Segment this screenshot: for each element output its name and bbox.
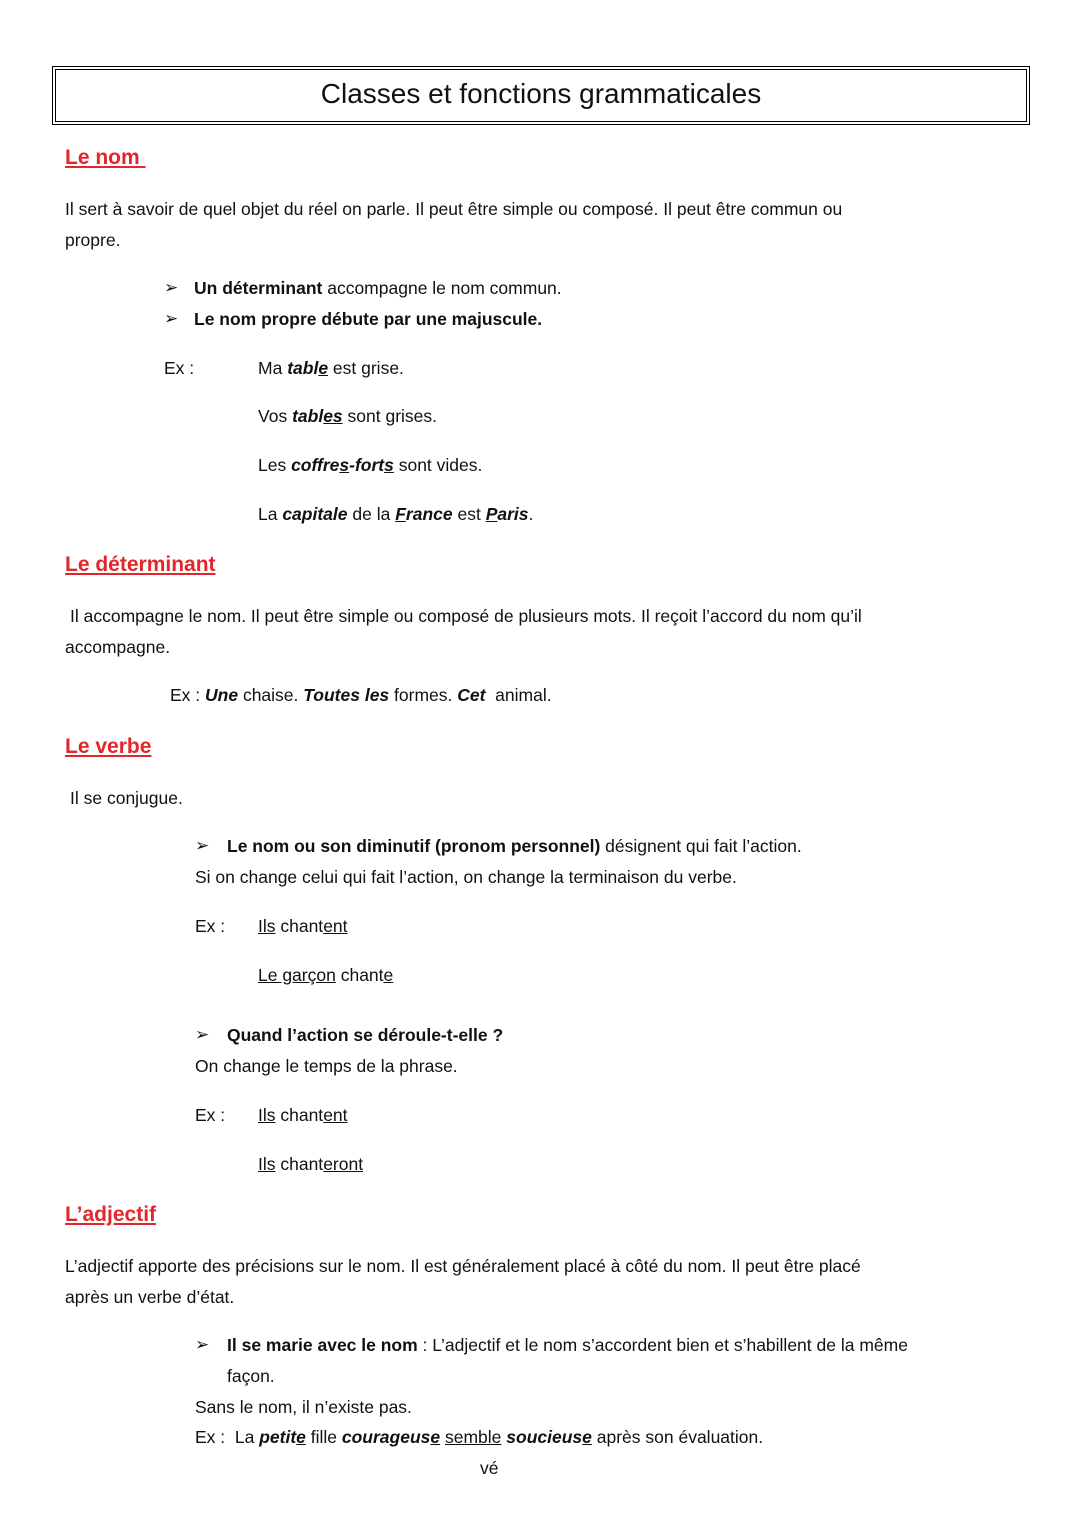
text-segment: e [582,1427,592,1447]
text-segment: tabl [292,406,324,426]
example-line [258,502,533,526]
example-line [258,1103,348,1127]
heading-le-nom: Le nom [65,146,146,169]
example-line [258,356,404,380]
text-segment: sont vides. [393,455,483,475]
text-segment: P [485,504,498,524]
text-segment: chant [335,965,384,985]
bullet-text [227,834,802,858]
example-line [195,1425,763,1449]
text-segment: formes. [389,685,458,705]
text-segment: capitale [282,504,348,524]
text-segment: Une [205,685,239,705]
text-segment: désignent qui fait l’action. [600,836,802,856]
example-line [170,683,552,707]
text-segment: chant [275,1154,324,1174]
text-segment: petit [259,1427,297,1447]
text-segment: soucieus [506,1427,583,1447]
example-line [258,453,482,477]
text-segment: Il se conjugue. [70,788,183,808]
example-label [164,356,194,380]
paragraph-line [65,1285,234,1309]
text-segment: Ex : [195,1105,226,1125]
text-segment: : L’adjectif et le nom s’accordent bien et s’habillent de la même [417,1335,908,1355]
arrowhead-bullet-icon: ➢ [195,1335,210,1354]
text-segment: Le garçon [258,965,336,985]
paragraph-line [195,1395,412,1419]
text-segment: chaise. [238,685,304,705]
text-segment: courageus [341,1427,431,1447]
text-segment: Il se marie avec le nom [227,1335,418,1355]
text-segment: La [258,504,283,524]
example-line [258,963,393,987]
bullet-text [194,276,562,300]
text-segment: Cet [457,685,486,705]
text-segment: propre. [65,230,121,250]
text-segment: Le nom ou son diminutif (pronom personnel) [227,836,601,856]
text-segment: Sans le nom, il n’existe pas. [195,1397,412,1417]
paragraph-line [65,228,120,252]
text-segment: Quand l’action se déroule-t-elle ? [227,1025,504,1045]
text-segment: rance [405,504,453,524]
text-segment: On change le temps de la phrase. [195,1056,458,1076]
arrowhead-bullet-icon: ➢ [195,836,210,855]
text-segment: façon. [227,1366,275,1386]
text-segment: Ma [258,358,288,378]
example-label [195,1103,225,1127]
text-segment: Un déterminant [194,278,323,298]
text-segment: es [323,406,343,426]
arrowhead-bullet-icon: ➢ [195,1025,210,1044]
text-segment: L’adjectif apporte des précisions sur le nom. Il est généralement placé à côté du nom. Il peut être placé [65,1256,861,1276]
paragraph-line [65,635,170,659]
text-segment: F [395,504,406,524]
paragraph-line [195,1054,458,1078]
bullet-text [227,1364,275,1388]
text-segment: Toutes les [303,685,390,705]
text-segment: Si on change celui qui fait l’action, on change la terminaison du verbe. [195,867,737,887]
text-segment: e [296,1427,306,1447]
example-line [258,914,348,938]
paragraph-line [70,604,862,628]
text-segment: e [383,965,394,985]
text-segment: tabl [287,358,319,378]
text-segment: accompagne le nom commun. [322,278,562,298]
heading-le-determinant: Le déterminant [65,553,216,576]
text-segment: chant [275,1105,324,1125]
text-segment: -fort [349,455,385,475]
text-segment: est [452,504,486,524]
bullet-text [194,307,542,331]
text-segment: e [430,1427,441,1447]
text-segment: aris [497,504,529,524]
heading-l-adjectif: L’adjectif [65,1203,157,1226]
text-segment: Ex : La [195,1427,260,1447]
text-segment: . [528,504,534,524]
paragraph-line [70,786,183,810]
example-line [258,1152,363,1176]
text-segment: est grise. [328,358,404,378]
heading-le-verbe: Le verbe [65,735,152,758]
text-segment: Ex : [164,358,195,378]
paragraph-line [65,197,842,221]
text-segment: après son évaluation. [591,1427,764,1447]
text-segment: Vos [258,406,293,426]
text-segment: sont grises. [342,406,438,426]
text-segment: après un verbe d’état. [65,1287,235,1307]
text-segment: Il sert à savoir de quel objet du réel on parle. Il peut être simple ou composé. Il peut être commun ou [65,199,843,219]
bullet-text [227,1023,503,1047]
example-label [195,914,225,938]
text-segment: semble [444,1427,502,1447]
text-segment: s [384,455,394,475]
text-segment: eront [323,1154,364,1174]
text-segment: Les [258,455,292,475]
text-segment: Ils [258,916,276,936]
text-segment: Ex : [170,685,206,705]
text-segment: de la [347,504,396,524]
text-segment: chant [275,916,324,936]
text-segment: Ils [258,1154,276,1174]
text-segment: accompagne. [65,637,171,657]
text-segment: Ex : [195,916,226,936]
text-segment: s [339,455,350,475]
text-segment: e [318,358,329,378]
text-segment: animal. [485,685,552,705]
text-segment: ent [323,916,348,936]
footer-text: vé [480,1458,499,1478]
paragraph-line [195,865,737,889]
text-segment: ent [323,1105,348,1125]
page-title: Classes et fonctions grammaticales [320,78,762,109]
paragraph-line [65,1254,861,1278]
text-segment: Il accompagne le nom. Il peut être simple ou composé de plusieurs mots. Il reçoit l’accord du nom qu’il [70,606,862,626]
text-segment: coffre [291,455,340,475]
arrowhead-bullet-icon: ➢ [164,309,179,328]
bullet-text [227,1333,908,1357]
text-segment: Ils [258,1105,276,1125]
example-line [258,404,437,428]
text-segment: fille [305,1427,342,1447]
title-box [52,66,1030,125]
text-segment: Le nom propre débute par une majuscule. [194,309,543,329]
arrowhead-bullet-icon: ➢ [164,278,179,297]
